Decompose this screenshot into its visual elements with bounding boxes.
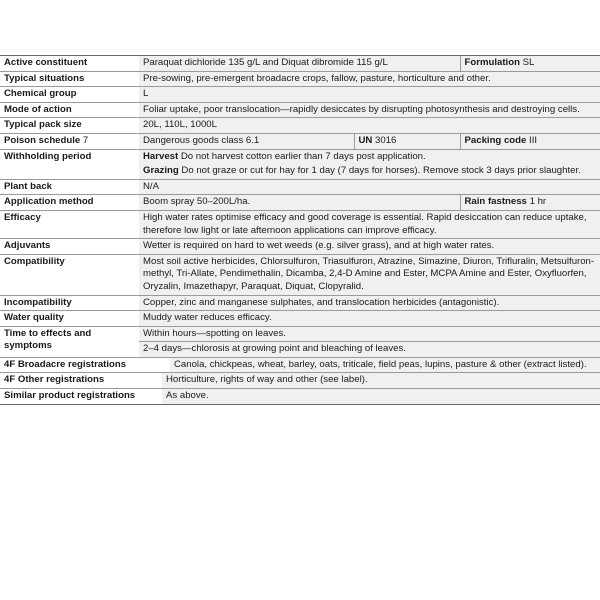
row-typical-situations — [0, 71, 600, 87]
value-similar-registrations: As above. — [162, 389, 600, 404]
value-efficacy: High water rates optimise efficacy and good coverage is essential. Rapid desiccation can reduce uptake, therefore low light or late afternoon applications can improve efficacy. — [139, 210, 600, 238]
label-adjuvants: Adjuvants — [0, 239, 139, 255]
value-active-constituent: Paraquat dichloride 135 g/L and Diquat dibromide 115 g/L — [139, 56, 460, 72]
dangerous-goods-class: Dangerous goods class 6.1 — [139, 133, 354, 149]
label-typical-pack-size: Typical pack size — [0, 118, 139, 134]
packing-code-cell — [460, 133, 600, 149]
row-typical-pack-size — [0, 118, 600, 134]
row-similar-registrations — [0, 389, 600, 405]
label-chemical-group: Chemical group — [0, 87, 139, 103]
withholding-grazing — [139, 164, 600, 179]
value-plant-back: N/A — [139, 179, 600, 195]
row-adjuvants — [0, 239, 600, 255]
row-broadacre-registrations — [0, 357, 600, 373]
row-application-method — [0, 195, 600, 211]
formulation-cell — [460, 56, 600, 72]
grazing-label: Grazing — [143, 165, 179, 177]
row-chemical-group — [0, 87, 600, 103]
rain-fastness-cell — [460, 195, 600, 211]
value-water-quality: Muddy water reduces efficacy. — [139, 311, 600, 327]
label-poison-schedule — [0, 133, 139, 149]
time-to-effects-line-1: Within hours—spotting on leaves. — [139, 327, 600, 343]
time-to-effects-line-2: 2–4 days—chlorosis at growing point and bleaching of leaves. — [143, 343, 406, 355]
label-other-registrations: 4F Other registrations — [4, 374, 105, 386]
row-poison-schedule — [0, 133, 600, 149]
row-efficacy — [0, 210, 600, 238]
value-time-to-effects — [139, 326, 600, 357]
un-value: 3016 — [375, 134, 397, 146]
row-withholding-harvest — [0, 149, 600, 164]
label-similar-registrations: Similar product registrations — [4, 390, 136, 402]
harvest-value: Do not harvest cotton earlier than 7 days post application. — [180, 150, 426, 162]
row-water-quality — [0, 311, 600, 327]
un-cell — [354, 133, 460, 149]
label-typical-situations: Typical situations — [0, 71, 139, 87]
row-time-to-effects — [0, 326, 600, 357]
value-adjuvants: Wetter is required on hard to wet weeds (e.g. silver grass), and at high water rates. — [139, 239, 600, 255]
value-application-method: Boom spray 50–200L/ha. — [139, 195, 460, 211]
un-label: UN — [358, 134, 373, 146]
formulation-value: SL — [522, 57, 535, 68]
rain-fastness-label: Rain fastness — [464, 196, 527, 208]
label-mode-of-action: Mode of action — [0, 102, 139, 118]
label-time-to-effects: Time to effects and symptoms — [0, 326, 139, 357]
rain-fastness-value: 1 hr — [529, 196, 547, 208]
row-plant-back — [0, 179, 600, 195]
label-compatibility: Compatibility — [0, 254, 139, 295]
value-mode-of-action: Foliar uptake, poor translocation—rapidly desiccates by disrupting photosynthesis and destroying cells. — [139, 102, 600, 118]
value-typical-pack-size: 20L, 110L, 1000L — [139, 118, 600, 134]
value-typical-situations: Pre-sowing, pre-emergent broadacre crops, fallow, pasture, horticulture and other. — [139, 71, 600, 87]
value-incompatibility: Copper, zinc and manganese sulphates, and translocation herbicides (antagonistic). — [139, 295, 600, 311]
packing-code-value: III — [529, 134, 538, 146]
poison-schedule-label: Poison schedule — [4, 134, 81, 146]
label-application-method: Application method — [0, 195, 139, 211]
label-plant-back: Plant back — [0, 179, 139, 195]
row-active-constituent — [0, 56, 600, 72]
label-withholding-period: Withholding period — [0, 149, 139, 179]
harvest-label: Harvest — [143, 150, 179, 162]
row-compatibility — [0, 254, 600, 295]
value-broadacre-registrations: Canola, chickpeas, wheat, barley, oats, triticale, field peas, lupins, pasture & other (extract listed). — [170, 358, 600, 373]
label-efficacy: Efficacy — [0, 210, 139, 238]
label-active-constituent: Active constituent — [0, 56, 139, 72]
value-compatibility: Most soil active herbicides, Chlorsulfuron, Triasulfuron, Atrazine, Simazine, Diuron, Trifluralin, Metsulfuron-methyl, Tri-Allate, Pendimethalin, Dicamba, 2,4-D Amine and Ester, MCPA Amine and Ester, Oxyfluorfen, Oryzalin, Imazethapyr, Paraquat, Diquat, Clopyralid. — [139, 254, 600, 295]
product-info-table — [0, 55, 600, 405]
label-broadacre-registrations: 4F Broadacre registrations — [4, 358, 127, 370]
label-incompatibility: Incompatibility — [0, 295, 139, 311]
poison-schedule-value: 7 — [82, 134, 89, 146]
value-other-registrations: Horticulture, rights of way and other (see label). — [162, 373, 600, 388]
row-other-registrations — [0, 373, 600, 389]
grazing-value: Do not graze or cut for hay for 1 day (7 days for horses). Remove stock 3 days prior slaughter. — [181, 165, 581, 177]
row-mode-of-action — [0, 102, 600, 118]
value-chemical-group: L — [139, 87, 600, 103]
label-water-quality: Water quality — [0, 311, 139, 327]
formulation-label: Formulation — [464, 57, 520, 68]
withholding-harvest — [139, 149, 600, 164]
packing-code-label: Packing code — [464, 134, 527, 146]
row-incompatibility — [0, 295, 600, 311]
